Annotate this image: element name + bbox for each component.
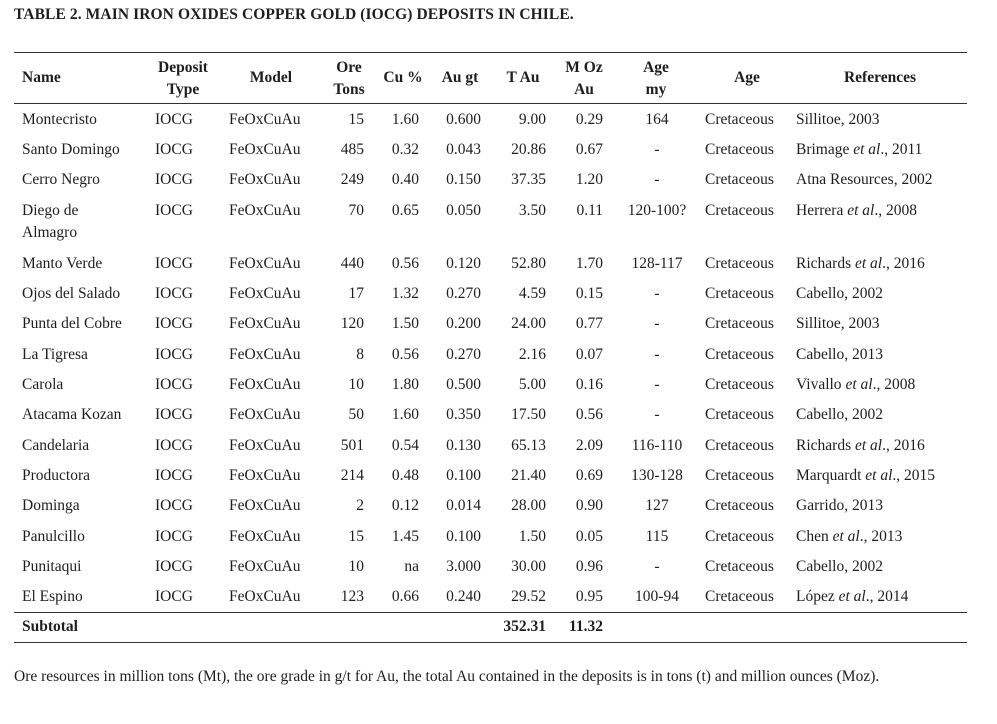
header-moz-au (556, 57, 612, 100)
reference-cell: Cabello, 2002 (796, 406, 883, 423)
moz-au-cell: 0.29 (575, 111, 603, 128)
cu-percent-cell: 1.50 (391, 315, 419, 332)
au-grade-cell: 0.130 (446, 437, 481, 454)
ore-tons-cell: 485 (340, 141, 364, 158)
header-age-my-line1: Age (643, 59, 669, 76)
moz-au-cell: 2.09 (575, 437, 603, 454)
deposit-model-cell: FeOxCuAu (229, 202, 301, 219)
deposit-name-cell: Punitaqui (22, 558, 82, 575)
age-cell: Cretaceous (705, 202, 774, 219)
header-references: References (843, 69, 916, 86)
deposit-model-cell: FeOxCuAu (229, 588, 301, 605)
reference-cell (796, 465, 935, 487)
age-my-cell: 128-117 (631, 255, 683, 272)
ore-tons-cell: 15 (348, 111, 364, 128)
age-cell: Cretaceous (705, 528, 774, 545)
cu-percent-cell: 0.56 (391, 346, 419, 363)
age-my-cell: - (654, 558, 660, 575)
ore-tons-cell: 2 (356, 497, 364, 514)
age-my-cell: - (654, 285, 660, 302)
header-moz-au-line1: M Oz (565, 59, 603, 76)
deposit-model-cell: FeOxCuAu (229, 255, 301, 272)
deposit-type-cell: IOCG (155, 588, 193, 605)
reference-year: ., 2015 (892, 467, 936, 484)
reference-cell (796, 200, 917, 222)
subtotal-t-au: 352.31 (503, 618, 546, 635)
deposit-model-cell: FeOxCuAu (229, 558, 301, 575)
header-ore-tons-line1: Ore (336, 59, 362, 76)
reference-year: ., 2011 (880, 141, 923, 158)
reference-year: ., 2008 (874, 202, 917, 219)
moz-au-cell: 0.90 (575, 497, 603, 514)
reference-author: Chen (796, 528, 833, 545)
deposit-name-cell: Montecristo (22, 111, 97, 128)
reference-author: Richards (796, 437, 855, 454)
age-my-cell: - (654, 376, 660, 393)
header-au-gt: Au gt (441, 69, 479, 86)
age-cell: Cretaceous (705, 467, 774, 484)
reference-cell (796, 374, 915, 396)
header-deposit-type (148, 57, 218, 100)
t-au-cell: 30.00 (511, 558, 546, 575)
deposit-name-cell: Panulcillo (22, 528, 85, 545)
header-age-my-line2: my (645, 80, 667, 98)
au-grade-cell: 0.350 (446, 406, 481, 423)
deposit-name-cell: Dominga (22, 497, 80, 514)
ore-tons-cell: 123 (340, 588, 364, 605)
au-grade-cell: 0.050 (446, 202, 481, 219)
age-my-cell: 130-128 (631, 467, 683, 484)
reference-author: Brimage (796, 141, 854, 158)
cu-percent-cell: 1.80 (391, 376, 419, 393)
header-age-my (630, 57, 682, 100)
reference-author: Vivallo (796, 376, 846, 393)
deposit-model-cell: FeOxCuAu (229, 315, 301, 332)
deposit-name-cell: Diego de Almagro (22, 202, 79, 241)
cu-percent-cell: 1.32 (391, 285, 419, 302)
deposit-type-cell: IOCG (155, 467, 193, 484)
ore-tons-cell: 50 (348, 406, 364, 423)
moz-au-cell: 0.11 (576, 202, 603, 219)
au-grade-cell: 0.500 (446, 376, 481, 393)
age-cell: Cretaceous (705, 558, 774, 575)
age-my-cell: 127 (645, 497, 669, 514)
table-top-rule (14, 52, 967, 53)
ore-tons-cell: 501 (340, 437, 364, 454)
deposit-name-cell: Cerro Negro (22, 171, 100, 188)
cu-percent-cell: 0.32 (391, 141, 419, 158)
reference-cell (796, 435, 925, 457)
age-cell: Cretaceous (705, 497, 774, 514)
reference-cell: Sillitoe, 2003 (796, 315, 880, 332)
cu-percent-cell: 1.60 (391, 406, 419, 423)
reference-et-al: et al (838, 588, 866, 605)
t-au-cell: 21.40 (511, 467, 546, 484)
reference-et-al: et al (845, 376, 873, 393)
reference-et-al: et al (854, 437, 883, 454)
header-deposit-type-line2: Type (166, 80, 200, 98)
reference-year: ., 2016 (882, 255, 925, 272)
t-au-cell: 52.80 (511, 255, 546, 272)
deposit-name-cell: El Espino (22, 588, 83, 605)
reference-author: Herrera (796, 202, 848, 219)
au-grade-cell: 0.014 (446, 497, 481, 514)
age-cell: Cretaceous (705, 315, 774, 332)
age-my-cell: - (654, 346, 660, 363)
cu-percent-cell: 0.48 (391, 467, 419, 484)
reference-year: ., 2008 (872, 376, 916, 393)
reference-year: ., 2013 (859, 528, 903, 545)
age-cell: Cretaceous (705, 588, 774, 605)
table-footnote: Ore resources in million tons (Mt), the ore grade in g/t for Au, the total Au contained in the deposits is in tons (t) and million ounces (Moz). (14, 668, 880, 685)
deposit-name-cell: Punta del Cobre (22, 315, 122, 332)
deposit-model-cell: FeOxCuAu (229, 497, 301, 514)
cu-percent-cell: 0.56 (391, 255, 419, 272)
deposit-type-cell: IOCG (155, 141, 193, 158)
reference-year: ., 2014 (865, 588, 909, 605)
ore-tons-cell: 17 (348, 285, 364, 302)
moz-au-cell: 0.96 (575, 558, 603, 575)
moz-au-cell: 0.56 (575, 406, 603, 423)
au-grade-cell: 3.000 (446, 558, 481, 575)
table-header-rule (14, 103, 967, 104)
deposit-type-cell: IOCG (155, 528, 193, 545)
moz-au-cell: 0.69 (575, 467, 603, 484)
t-au-cell: 2.16 (518, 346, 546, 363)
ore-tons-cell: 10 (348, 376, 364, 393)
moz-au-cell: 0.15 (575, 285, 603, 302)
age-cell: Cretaceous (705, 406, 774, 423)
reference-cell: Cabello, 2002 (796, 558, 883, 575)
t-au-cell: 20.86 (511, 141, 546, 158)
deposit-model-cell: FeOxCuAu (229, 376, 301, 393)
t-au-cell: 37.35 (511, 171, 546, 188)
age-my-cell: 115 (645, 528, 669, 545)
subtotal-rule (14, 612, 967, 613)
moz-au-cell: 0.77 (575, 315, 603, 332)
cu-percent-cell: 0.12 (391, 497, 419, 514)
age-cell: Cretaceous (705, 346, 774, 363)
age-cell: Cretaceous (705, 255, 774, 272)
age-my-cell: 164 (645, 111, 669, 128)
deposit-type-cell: IOCG (155, 202, 193, 219)
deposit-type-cell: IOCG (155, 285, 193, 302)
cu-percent-cell: 0.54 (391, 437, 419, 454)
reference-cell: Cabello, 2013 (796, 346, 883, 363)
ore-tons-cell: 440 (340, 255, 364, 272)
au-grade-cell: 0.270 (446, 346, 481, 363)
reference-year: ., 2016 (882, 437, 925, 454)
reference-cell: Cabello, 2002 (796, 285, 883, 302)
deposit-model-cell: FeOxCuAu (229, 141, 301, 158)
deposit-model-cell: FeOxCuAu (229, 111, 301, 128)
cu-percent-cell: 0.66 (391, 588, 419, 605)
cu-percent-cell: 0.65 (391, 202, 419, 219)
deposit-name-cell: Productora (22, 467, 91, 484)
age-my-cell: 120-100? (627, 202, 687, 219)
subtotal-moz-au: 11.32 (568, 618, 603, 635)
deposit-type-cell: IOCG (155, 376, 193, 393)
ore-tons-cell: 70 (348, 202, 364, 219)
header-name: Name (22, 69, 61, 86)
au-grade-cell: 0.100 (446, 528, 481, 545)
reference-et-al: et al (832, 528, 860, 545)
header-model: Model (249, 69, 293, 86)
age-my-cell: - (654, 315, 660, 332)
moz-au-cell: 0.07 (575, 346, 603, 363)
deposit-name-cell: Manto Verde (22, 255, 103, 272)
ore-tons-cell: 15 (348, 528, 364, 545)
age-cell: Cretaceous (705, 285, 774, 302)
t-au-cell: 1.50 (518, 528, 546, 545)
age-my-cell: 116-110 (631, 437, 683, 454)
header-cu: Cu % (383, 69, 423, 86)
reference-cell: Sillitoe, 2003 (796, 111, 880, 128)
reference-et-al: et al (854, 255, 883, 272)
au-grade-cell: 0.240 (446, 588, 481, 605)
reference-cell: Atna Resources, 2002 (796, 171, 933, 188)
t-au-cell: 17.50 (511, 406, 546, 423)
moz-au-cell: 0.67 (575, 141, 603, 158)
t-au-cell: 9.00 (518, 111, 546, 128)
deposit-model-cell: FeOxCuAu (229, 285, 301, 302)
deposit-type-cell: IOCG (155, 346, 193, 363)
deposit-model-cell: FeOxCuAu (229, 528, 301, 545)
t-au-cell: 28.00 (511, 497, 546, 514)
au-grade-cell: 0.200 (446, 315, 481, 332)
reference-author: López (796, 588, 839, 605)
reference-author: Richards (796, 255, 855, 272)
age-my-cell: - (654, 141, 660, 158)
au-grade-cell: 0.600 (446, 111, 481, 128)
reference-cell (796, 526, 902, 548)
age-cell: Cretaceous (705, 171, 774, 188)
header-deposit-type-line1: Deposit (158, 59, 208, 76)
moz-au-cell: 0.16 (575, 376, 603, 393)
deposit-name-cell: La Tigresa (22, 346, 88, 363)
au-grade-cell: 0.120 (446, 255, 481, 272)
age-my-cell: 100-94 (635, 588, 679, 605)
deposit-name-cell: Carola (22, 376, 64, 393)
t-au-cell: 65.13 (511, 437, 546, 454)
table-bottom-rule (14, 642, 967, 643)
deposit-name-cell: Santo Domingo (22, 141, 120, 158)
deposit-name-cell: Ojos del Salado (22, 285, 121, 302)
ore-tons-cell: 8 (356, 346, 364, 363)
reference-cell (796, 253, 925, 275)
deposit-model-cell: FeOxCuAu (229, 467, 301, 484)
header-ore-tons (326, 57, 372, 100)
deposit-model-cell: FeOxCuAu (229, 171, 301, 188)
deposit-model-cell: FeOxCuAu (229, 346, 301, 363)
header-age: Age (734, 69, 760, 86)
t-au-cell: 24.00 (511, 315, 546, 332)
t-au-cell: 3.50 (518, 202, 546, 219)
reference-cell: Garrido, 2013 (796, 497, 883, 514)
au-grade-cell: 0.150 (446, 171, 481, 188)
age-cell: Cretaceous (705, 376, 774, 393)
reference-et-al: et al (847, 202, 875, 219)
moz-au-cell: 0.95 (575, 588, 603, 605)
deposit-name-cell: Candelaria (22, 437, 90, 454)
t-au-cell: 29.52 (511, 588, 546, 605)
deposit-type-cell: IOCG (155, 255, 193, 272)
deposit-name-cell: Atacama Kozan (22, 406, 122, 423)
deposit-type-cell: IOCG (155, 558, 193, 575)
header-moz-au-line2: Au (574, 80, 594, 98)
cu-percent-cell: na (404, 558, 419, 575)
ore-tons-cell: 249 (340, 171, 364, 188)
cu-percent-cell: 1.45 (391, 528, 419, 545)
reference-et-al: et al (853, 141, 881, 158)
cu-percent-cell: 0.40 (391, 171, 419, 188)
age-cell: Cretaceous (705, 437, 774, 454)
ore-tons-cell: 214 (340, 467, 364, 484)
ore-tons-cell: 10 (348, 558, 364, 575)
au-grade-cell: 0.270 (446, 285, 481, 302)
deposit-type-cell: IOCG (155, 406, 193, 423)
moz-au-cell: 0.05 (575, 528, 603, 545)
t-au-cell: 4.59 (518, 285, 546, 302)
header-t-au: T Au (506, 69, 540, 86)
reference-cell (796, 139, 922, 161)
age-my-cell: - (654, 406, 660, 423)
deposit-type-cell: IOCG (155, 171, 193, 188)
deposit-type-cell: IOCG (155, 315, 193, 332)
deposit-type-cell: IOCG (155, 437, 193, 454)
au-grade-cell: 0.100 (446, 467, 481, 484)
cu-percent-cell: 1.60 (391, 111, 419, 128)
moz-au-cell: 1.70 (575, 255, 603, 272)
moz-au-cell: 1.20 (575, 171, 603, 188)
deposit-type-cell: IOCG (155, 497, 193, 514)
reference-cell (796, 586, 908, 608)
au-grade-cell: 0.043 (446, 141, 481, 158)
age-cell: Cretaceous (705, 111, 774, 128)
age-cell: Cretaceous (705, 141, 774, 158)
ore-tons-cell: 120 (340, 315, 364, 332)
deposit-model-cell: FeOxCuAu (229, 437, 301, 454)
subtotal-label: Subtotal (22, 618, 78, 635)
reference-author: Marquardt (796, 467, 866, 484)
age-my-cell: - (654, 171, 660, 188)
reference-et-al: et al (865, 467, 893, 484)
header-ore-tons-line2: Tons (333, 80, 365, 98)
deposit-type-cell: IOCG (155, 111, 193, 128)
table-title: TABLE 2. MAIN IRON OXIDES COPPER GOLD (IOCG) DEPOSITS IN CHILE. (14, 6, 574, 23)
t-au-cell: 5.00 (518, 376, 546, 393)
deposit-model-cell: FeOxCuAu (229, 406, 301, 423)
